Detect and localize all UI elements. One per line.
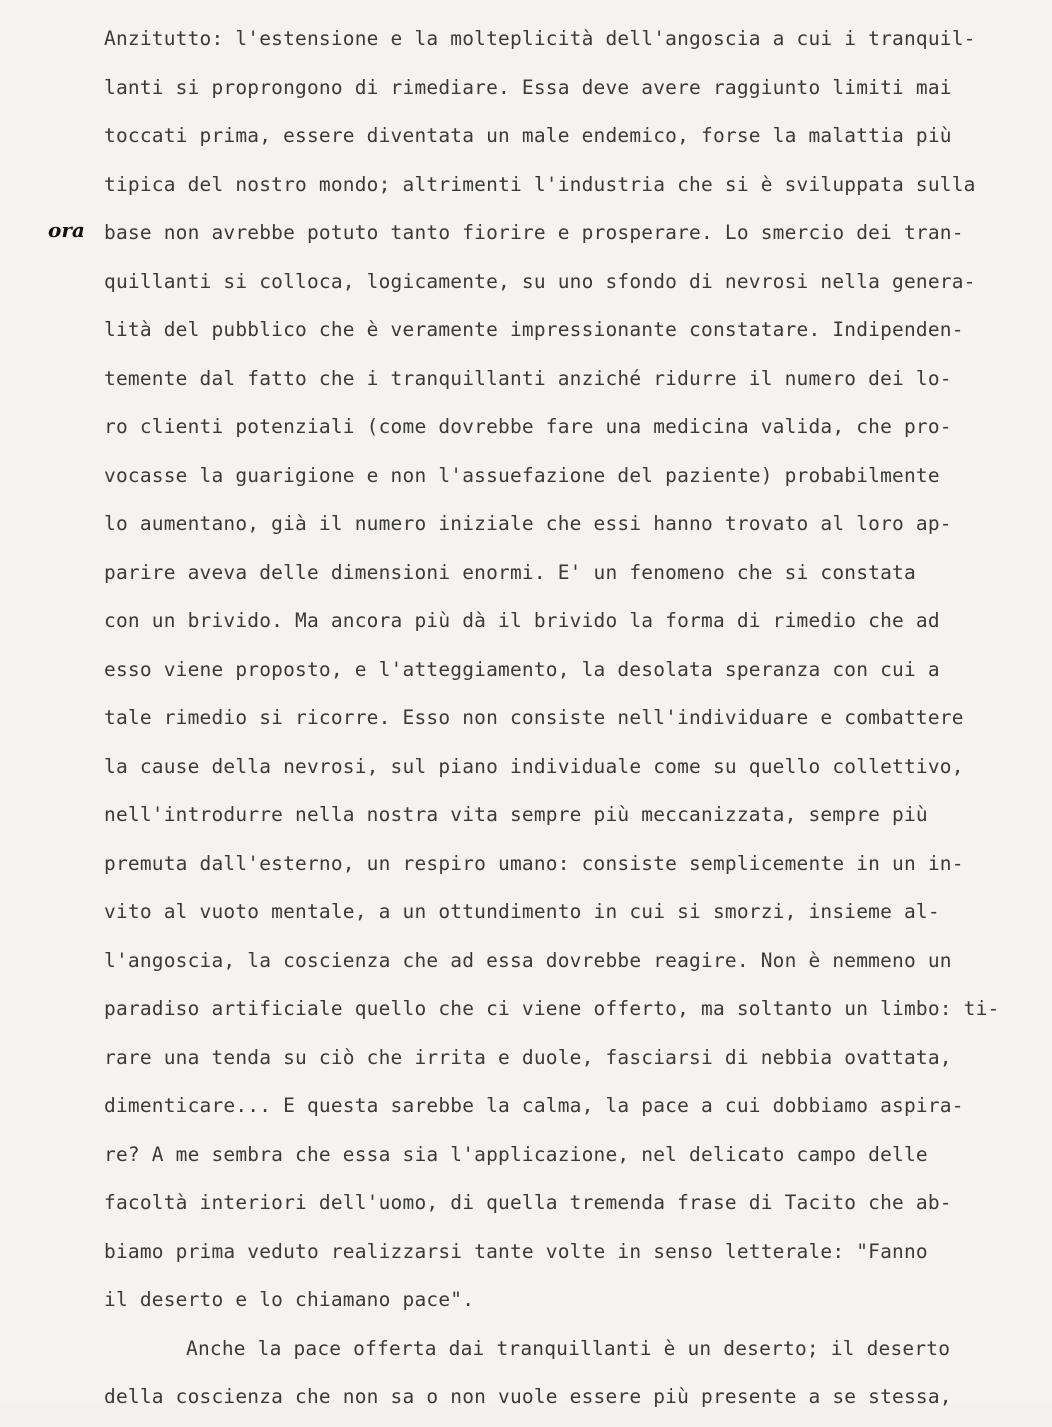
- text-line: nell'introdurre nella nostra vita sempre più meccanizzata, sempre più: [104, 803, 928, 826]
- text-line: parire aveva delle dimensioni enormi. E' un fenomeno che si constata: [104, 560, 916, 584]
- text-line: biamo prima veduto realizzarsi tante volte in senso letterale: "Fanno: [104, 1239, 928, 1263]
- text-line: toccati prima, essere diventata un male endemico, forse la malattia più: [104, 124, 952, 147]
- text-line: Anzitutto: l'estensione e la molteplicità dell'angoscia a cui i tranquil-: [104, 27, 976, 50]
- text-line: della coscienza che non sa o non vuole essere più presente a se stessa,: [104, 1385, 952, 1408]
- text-line: ro clienti potenziali (come dovrebbe fare una medicina valida, che pro-: [104, 415, 952, 438]
- text-line: re? A me sembra che essa sia l'applicazione, nel delicato campo delle: [104, 1142, 928, 1166]
- text-line: lo aumentano, già il numero iniziale che essi hanno trovato al loro ap-: [104, 512, 952, 535]
- text-line: lità del pubblico che è veramente impressionante constatare. Indipenden-: [104, 318, 964, 341]
- text-line: la cause della nevrosi, sul piano individuale come su quello collettivo,: [104, 754, 964, 778]
- text-line: paradiso artificiale quello che ci viene offerto, ma soltanto un limbo: ti-: [104, 997, 1000, 1020]
- text-line: vito al vuoto mentale, a un ottundimento in cui si smorzi, insieme al-: [104, 900, 940, 923]
- typed-text-body: [104, 20, 1024, 1427]
- text-line: quillanti si colloca, logicamente, su uno sfondo di nevrosi nella genera-: [104, 269, 976, 293]
- text-line: lanti si proprongono di rimediare. Essa deve avere raggiunto limiti mai: [104, 75, 952, 99]
- text-line: vocasse la guarigione e non l'assuefazione del paziente) probabilmente: [104, 463, 940, 487]
- margin-note: ora: [48, 218, 85, 242]
- text-line: con un brivido. Ma ancora più dà il brivido la forma di rimedio che ad: [104, 609, 940, 632]
- text-line: temente dal fatto che i tranquillanti anziché ridurre il numero dei lo-: [104, 366, 952, 390]
- text-line: tipica del nostro mondo; altrimenti l'industria che si è sviluppata sulla: [104, 172, 976, 196]
- text-line: il deserto e lo chiamano pace".: [104, 1288, 475, 1311]
- text-line: esso viene proposto, e l'atteggiamento, la desolata speranza con cui a: [104, 657, 940, 681]
- text-line: facoltà interiori dell'uomo, di quella tremenda frase di Tacito che ab-: [104, 1191, 952, 1214]
- text-line: dimenticare... E questa sarebbe la calma, la pace a cui dobbiamo aspira-: [104, 1094, 964, 1117]
- text-line: l'angoscia, la coscienza che ad essa dovrebbe reagire. Non è nemmeno un: [104, 948, 952, 972]
- text-line: base non avrebbe potuto tanto fiorire e prosperare. Lo smercio dei tran-: [104, 221, 964, 244]
- text-line-paragraph-start: Anche la pace offerta dai tranquillanti è un deserto; il deserto: [186, 1336, 951, 1360]
- text-line: tale rimedio si ricorre. Esso non consiste nell'individuare e combattere: [104, 706, 964, 729]
- text-line: rare una tenda su ciò che irrita e duole, fasciarsi di nebbia ovattata,: [104, 1045, 952, 1069]
- text-line: premuta dall'esterno, un respiro umano: consiste semplicemente in un in-: [104, 851, 964, 875]
